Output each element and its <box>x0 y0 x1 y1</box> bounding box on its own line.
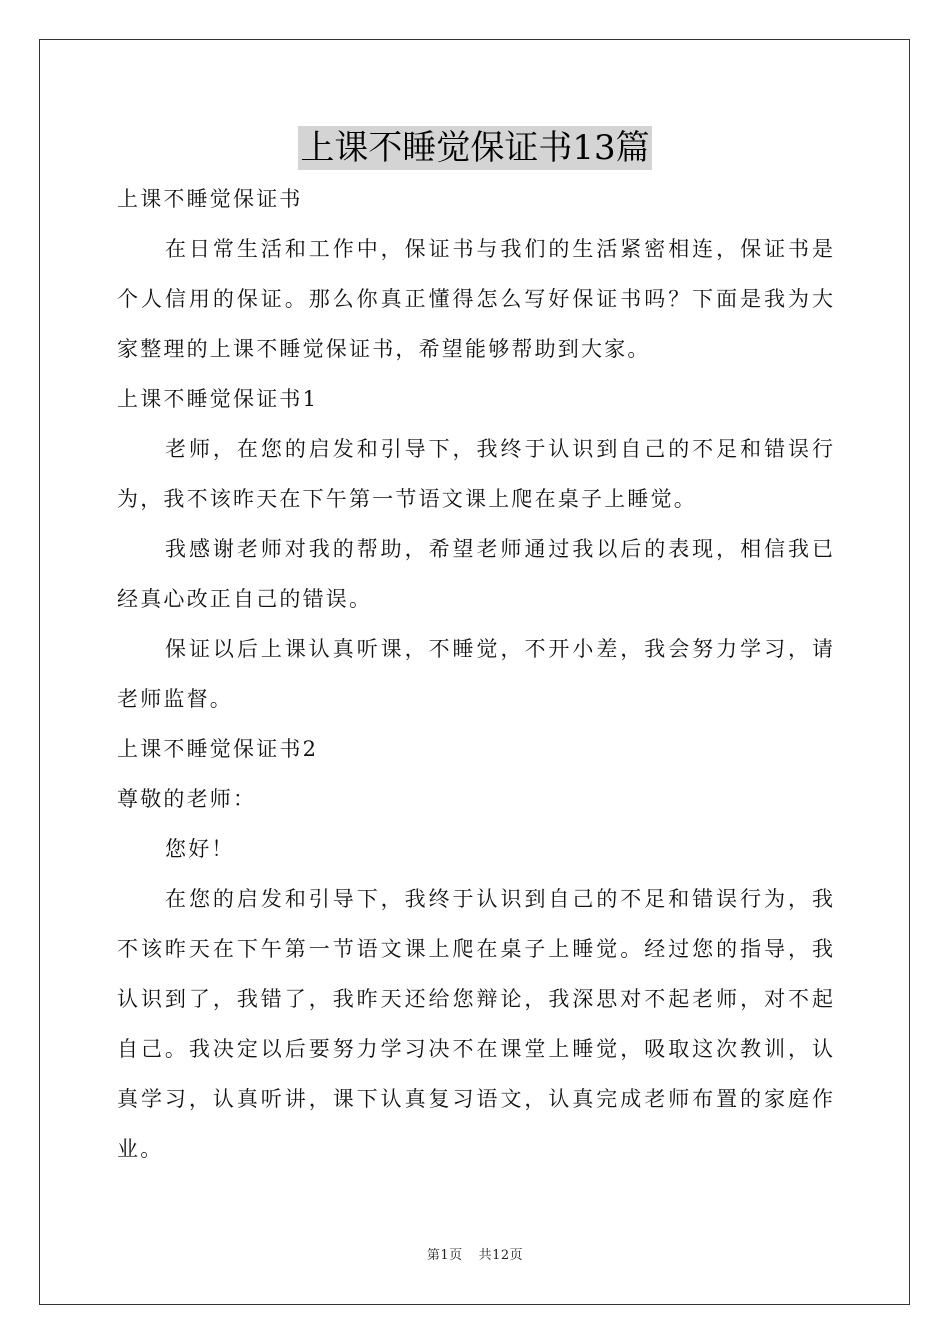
paragraph-line: 老师监督。 <box>117 687 233 711</box>
paragraph-line: 保证以后上课认真听课，不睡觉，不开小差，我会努力学习，请 <box>165 637 833 661</box>
paragraph-line: 自己。我决定以后要努力学习决不在课堂上睡觉，吸取这次教训，认 <box>117 1037 833 1061</box>
paragraph-line: 在您的启发和引导下，我终于认识到自己的不足和错误行为，我 <box>165 887 833 911</box>
page-number-total: 共12页 <box>478 1248 524 1263</box>
paragraph-line: 认识到了，我错了，我昨天还给您辩论，我深思对不起老师，对不起 <box>117 987 833 1011</box>
paragraph-line: 业。 <box>117 1137 164 1161</box>
page-footer <box>0 1247 950 1265</box>
page-number-current: 第1页 <box>426 1248 463 1263</box>
paragraph-line: 经真心改正自己的错误。 <box>117 587 373 611</box>
greeting: 您好！ <box>165 837 235 861</box>
paragraph-line: 在日常生活和工作中，保证书与我们的生活紧密相连，保证书是 <box>165 237 833 261</box>
section-heading: 上课不睡觉保证书1 <box>117 387 319 411</box>
page-border <box>39 39 910 1305</box>
paragraph-line: 不该昨天在下午第一节语文课上爬在桌子上睡觉。经过您的指导，我 <box>117 937 833 961</box>
title-container <box>0 126 950 170</box>
paragraph-line: 老师，在您的启发和引导下，我终于认识到自己的不足和错误行 <box>165 437 833 461</box>
section-heading: 上课不睡觉保证书 <box>117 187 303 211</box>
paragraph-line: 为，我不该昨天在下午第一节语文课上爬在桌子上睡觉。 <box>117 487 697 511</box>
section-heading: 上课不睡觉保证书2 <box>117 737 319 761</box>
paragraph-line: 个人信用的保证。那么你真正懂得怎么写好保证书吗？下面是我为大 <box>117 287 833 311</box>
paragraph-line: 我感谢老师对我的帮助，希望老师通过我以后的表现，相信我已 <box>165 537 833 561</box>
paragraph-line: 家整理的上课不睡觉保证书，希望能够帮助到大家。 <box>117 337 651 361</box>
paragraph-line: 真学习，认真听讲，课下认真复习语文，认真完成老师布置的家庭作 <box>117 1087 833 1111</box>
salutation: 尊敬的老师： <box>117 787 257 811</box>
document-title: 上课不睡觉保证书13篇 <box>300 128 650 168</box>
